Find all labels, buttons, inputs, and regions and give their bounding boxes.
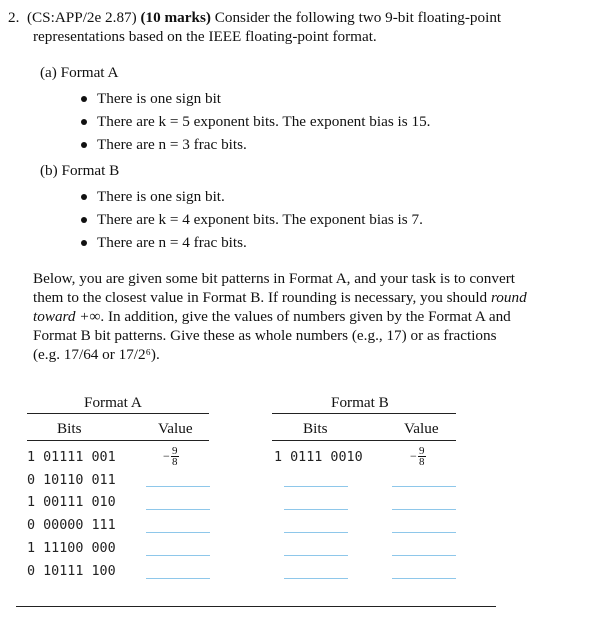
format-b-label: (b) Format B [40,162,120,179]
row-2-value-a-blank[interactable] [146,486,210,487]
row-1-bits-b: 1 0111 0010 [274,450,363,465]
problem-heading [8,8,501,27]
instructions-line-5: (e.g. 17/64 or 17/2⁶). [33,346,160,363]
bullet-icon [81,142,87,148]
row-2-bits-b-blank[interactable] [284,486,348,487]
problem-number: 2. [8,9,20,26]
format-a-bullet-3: There are n = 3 frac bits. [97,136,247,153]
bullet-icon [81,119,87,125]
row-5-bits-a: 1 11100 000 [27,541,116,556]
bullet-icon [81,96,87,102]
row-5-value-a-blank[interactable] [146,555,210,556]
row-2-bits-a: 0 10110 011 [27,473,116,488]
row-1-bits-a: 1 01111 001 [27,450,116,465]
format-b-header: Format B [331,394,389,411]
row-3-value-a-blank[interactable] [146,509,210,510]
row-3-value-b-blank[interactable] [392,509,456,510]
bullet-icon [81,217,87,223]
divider [272,440,456,441]
format-b-bullet-3: There are n = 4 frac bits. [97,234,247,251]
row-4-bits-a: 0 00000 111 [27,518,116,533]
bottom-divider [16,606,496,607]
row-2-value-b-blank[interactable] [392,486,456,487]
bullet-icon [81,194,87,200]
format-a-label: (a) Format A [40,64,119,81]
divider [27,413,209,414]
format-a-bullet-2: There are k = 5 exponent bits. The exponent bias is 15. [97,113,431,130]
problem-intro-line2: representations based on the IEEE floating-point format. [33,28,377,45]
row-5-bits-b-blank[interactable] [284,555,348,556]
row-4-value-a-blank[interactable] [146,532,210,533]
format-a-header: Format A [84,394,142,411]
col-bits-a: Bits [57,420,82,437]
row-6-bits-a: 0 10111 100 [27,564,116,579]
row-6-value-b-blank[interactable] [392,578,456,579]
col-bits-b: Bits [303,420,328,437]
instructions-line-2: them to the closest value in Format B. If rounding is necessary, you should round [33,289,527,306]
row-6-bits-b-blank[interactable] [284,578,348,579]
bullet-icon [81,240,87,246]
row-3-bits-a: 1 00111 010 [27,495,116,510]
problem-intro: Consider the following two 9-bit floating-point [214,9,502,26]
divider [272,413,456,414]
row-4-bits-b-blank[interactable] [284,532,348,533]
col-value-a: Value [158,420,193,437]
row-1-value-b: − 9 8 [410,445,425,468]
instructions-line-1: Below, you are given some bit patterns in Format A, and your task is to convert [33,270,515,287]
divider [27,440,209,441]
format-b-bullet-1: There is one sign bit. [97,188,225,205]
row-1-value-a: − 9 8 [163,445,178,468]
row-6-value-a-blank[interactable] [146,578,210,579]
format-b-bullet-2: There are k = 4 exponent bits. The exponent bias is 7. [97,211,423,228]
col-value-b: Value [404,420,439,437]
row-4-value-b-blank[interactable] [392,532,456,533]
row-5-value-b-blank[interactable] [392,555,456,556]
instructions-line-3: toward +∞. In addition, give the values of numbers given by the Format A and [33,308,511,325]
format-a-bullet-1: There is one sign bit [97,90,222,107]
problem-source: (CS:APP/2e 2.87) [26,9,137,26]
problem-marks: (10 marks) [140,9,211,26]
instructions-line-4: Format B bit patterns. Give these as whole numbers (e.g., 17) or as fractions [33,327,497,344]
row-3-bits-b-blank[interactable] [284,509,348,510]
